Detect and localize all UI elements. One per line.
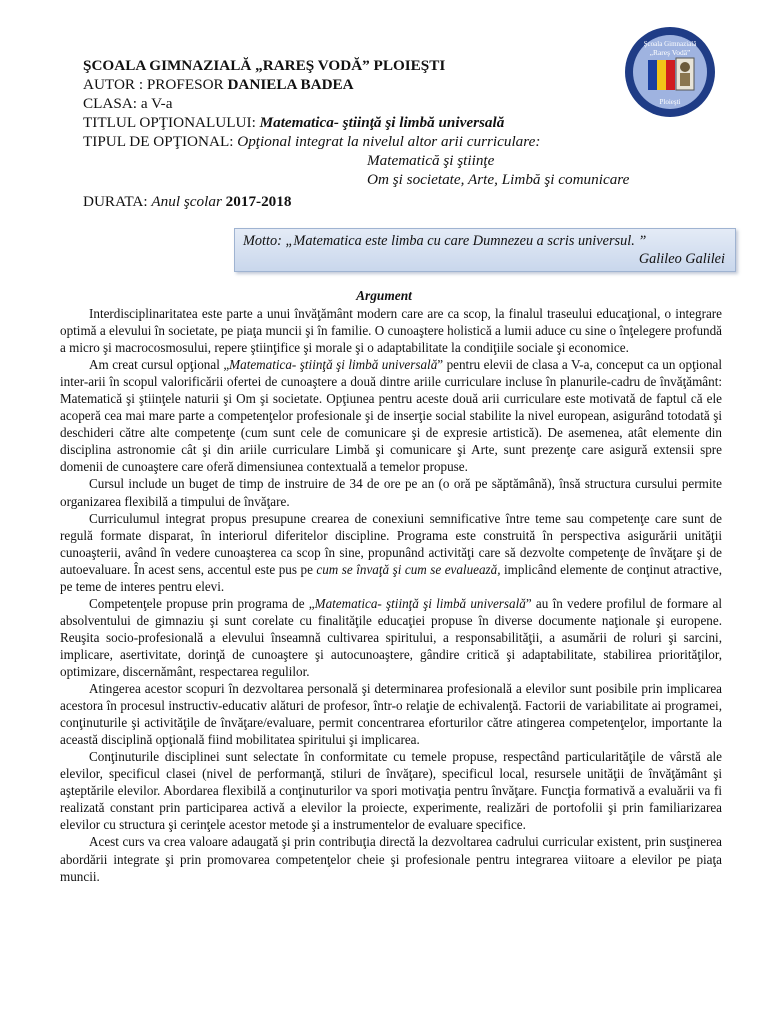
author-label: AUTOR : PROFESOR	[83, 76, 224, 93]
motto-author: Galileo Galilei	[638, 251, 725, 267]
duration-label: DURATA:	[83, 193, 148, 210]
logo-text-top: Şcoala Gimnazială	[643, 40, 697, 48]
argument-body	[60, 305, 722, 885]
paragraph-5: Competenţele propuse prin programa de „Matematica- ştiinţă şi limbă universală” au în vedere profilul de formare al absolventului de gimnaziu şi sunt corelate cu finalităţile educaţiei propuse în diverse documente naţionale şi europene. Reuşita socio-profesională a elevului înseamnă cultivarea spiritului, a responsabilităţii, a asumării de roluri şi sarcini, implicare, asertivitate, dorinţă de cunoaştere şi autocunoaştere, gândire critică şi adaptabilitate, stabilirea priorităţilor, optimizare, discernământ, respectarea regulilor.	[60, 595, 722, 679]
type-label: TIPUL DE OPŢIONAL:	[83, 133, 234, 150]
motto-text: Motto: „Matematica este limba cu care Dumnezeu a scris universul. ”	[243, 233, 647, 249]
emphasis-inline: cum se învaţă şi cum se evaluează,	[316, 561, 501, 577]
paragraph-6: Atingerea acestor scopuri în dezvoltarea personală şi determinarea profesională a elevilor sunt posibile prin implicarea acestora în procesul instructiv-educativ alături de profesor, într-o relaţie de echivalenţă. Factorii de variabilitate ai programei, conţinuturile şi activităţile de învăţare/evaluare, permit concentrarea eforturilor către atingerea competenţelor, importante la această disciplină opţională fiind mobilitatea spiritului şi implicarea.	[60, 681, 722, 748]
document-header	[83, 56, 643, 211]
author-line	[83, 75, 643, 94]
paragraph-4: Curriculumul integrat propus presupune crearea de conexiuni semnificative între teme sau competenţe care sunt de regulă formate disparat, în interiorul diferitelor discipline. Programa este construită în perspectiva asigurării unităţii cunoaşterii, având în vedere cunoaşterea ca scop în sine, propunând activităţi care să dezvolte competenţe de învăţare şi de autoevaluare. În acest sens, accentul este pus pe cum se învaţă şi cum se evaluează, implicând elemente de conţinut atractive, pe teme de interes pentru elevi.	[60, 510, 722, 594]
duration-value: Anul şcolar	[151, 193, 222, 210]
type-area-2: Om şi societate, Arte, Limbă şi comunicare	[367, 171, 630, 188]
class-label: CLASA:	[83, 95, 138, 112]
paragraph-8: Acest curs va crea valoare adaugată şi prin contribuţia directă la dezvoltarea cadrului curricular existent, prin susţinerea abordării integrate şi prin promovarea competenţelor cheie şi profesionale pentru integrarea viitoare a elevilor pe piaţa muncii.	[60, 834, 722, 884]
paragraph-1: Interdisciplinaritatea este parte a unui învăţământ modern care are ca scop, la finalul traseului educaţional, o integrare optimă a elevului în societate, pe piaţa muncii şi în familie. O cunoaştere holistică a lumii aduce cu sine o înţelegere profundă a micro şi macrocosmosului, repere ştiinţifice şi morale şi o adaptabilitate la condiţiile sociale şi economice.	[60, 306, 722, 356]
school-name: ŞCOALA GIMNAZIALĂ „RAREŞ VODĂ” PLOIEŞTI	[83, 57, 446, 74]
author-name: DANIELA BADEA	[227, 76, 354, 93]
duration-line	[83, 192, 643, 211]
duration-year: 2017-2018	[225, 193, 292, 210]
type-area-1: Matematică şi ştiinţe	[367, 152, 495, 169]
title-label: TITLUL OPŢIONALULUI:	[83, 114, 256, 131]
type-line	[83, 132, 643, 151]
paragraph-3: Cursul include un buget de timp de instruire de 34 de ore pe an (o oră pe săptămână), însă structura cursului permite organizarea flexibilă a timpului de învăţare.	[60, 476, 722, 509]
title-line	[83, 113, 643, 132]
paragraph-2: Am creat cursul opţional „Matematica- ştiinţă şi limbă universală” pentru elevii de clasa a V-a, conceput ca un opţional inter-arii în scopul valorificării ofertei de cunoaştere a două dintre ariile curriculare incluse în planurile-cadru de învăţământ: Matematică şi ştiinţele naturii şi Om şi societate. Opţiunea pentru aceste două arii curriculare este motivată de faptul că ele acoperă cea mai mare parte a competenţelor profesionale şi de inserţie social stabilite la nivel european, asigurând totodată şi deschideri către alte competenţe (cum sunt cele de comunicare şi de expresie artistică). De asemenea, atât elemente din disciplina astronomie cât şi din ariile curriculare Limbă şi comunicare şi Arte, sunt prezenţe care asigură extensii spre domenii de cunoaştere care oferă dimensiunea contextuală a temelor propuse.	[60, 357, 722, 475]
logo-text-bottom: Ploieşti	[659, 98, 681, 106]
class-line	[83, 94, 643, 113]
title-value: Matematica- ştiinţă şi limbă universală	[259, 114, 505, 131]
motto-box	[234, 228, 736, 272]
course-title-inline: Matematica- ştiinţă şi limbă universală	[229, 357, 438, 373]
class-value: a V-a	[140, 95, 173, 112]
type-value: Opţional integrat la nivelul altor arii curriculare:	[237, 133, 541, 150]
paragraph-7: Conţinuturile disciplinei sunt selectate în conformitate cu temele propuse, respectând particularităţile de vârstă ale elevilor, specificul clasei (nivel de performanţă, stiluri de învăţare), specificul local, resursele unităţii de învăţământ şi aşteptările elevilor. Abordarea flexibilă a conţinuturilor va spori motivaţia pentru învăţare. Funcţia formativă a evaluării va fi realizată constant prin participarea activă a elevilor la proiecte, experimente, realizări de portofolii şi prin familiarizarea elevilor cu structura şi cerinţele acestor metode şi a instrumentelor de evaluare specifice.	[60, 749, 722, 833]
course-title-inline: Matematica- ştiinţă şi limbă universală	[314, 595, 526, 611]
logo-text-mid: „Rareş Vodă”	[649, 48, 691, 57]
argument-heading: Argument	[356, 288, 412, 303]
